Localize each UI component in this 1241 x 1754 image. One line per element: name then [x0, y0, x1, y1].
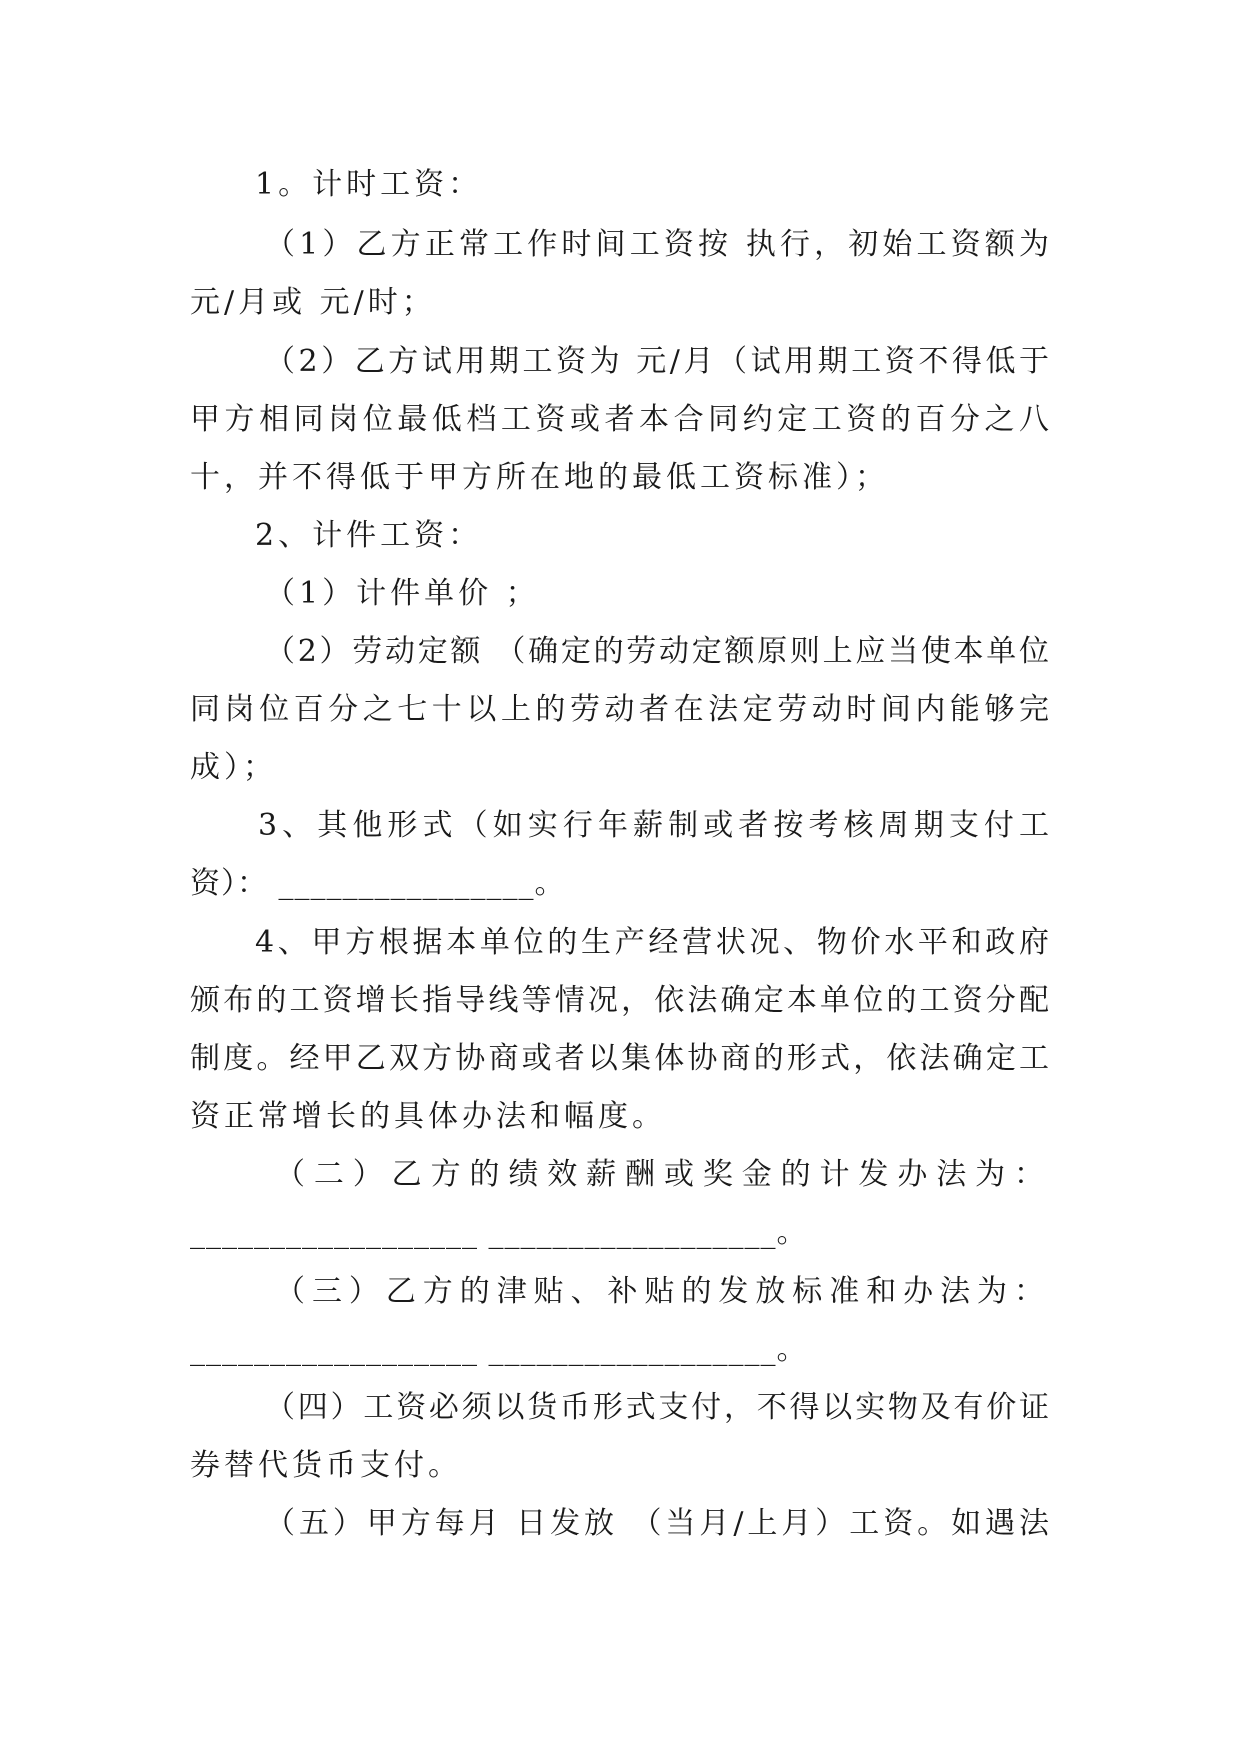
text-line: （二）乙方的绩效薪酬或奖金的计发办法为：	[275, 1157, 1045, 1192]
text-line: （1）乙方正常工作时间工资按 执行，初始工资额为	[265, 227, 1050, 262]
text-line: 1。计时工资：	[255, 167, 483, 202]
text-line: 制度。经甲乙双方协商或者以集体协商的形式，依法确定工	[190, 1041, 1050, 1076]
text-line: 4、甲方根据本单位的生产经营状况、物价水平和政府	[255, 925, 1050, 960]
text-line: 同岗位百分之七十以上的劳动者在法定劳动时间内能够完	[190, 692, 1050, 727]
text-line: （2）乙方试用期工资为 元/月（试用期工资不得低于	[265, 344, 1050, 379]
text-line: __________________ __________________。	[190, 1332, 808, 1367]
text-line: 资正常增长的具体办法和幅度。	[190, 1099, 666, 1134]
text-line: （2）劳动定额 （确定的劳动定额原则上应当使本单位	[265, 634, 1050, 669]
text-line: 十，并不得低于甲方所在地的最低工资标准）；	[190, 460, 889, 495]
text-line: 成）；	[190, 750, 277, 785]
text-line: （1）计件单价 ；	[265, 576, 540, 611]
text-line: （五）甲方每月 日发放 （当月/上月）工资。如遇法	[265, 1506, 1050, 1541]
text-line: 券替代货币支付。	[190, 1448, 462, 1483]
text-line: 颁布的工资增长指导线等情况，依法确定本单位的工资分配	[190, 983, 1050, 1018]
text-line: 3、其他形式（如实行年薪制或者按考核周期支付工	[258, 808, 1050, 843]
text-line: 2、计件工资：	[255, 518, 483, 553]
text-line: 元/月或 元/时；	[190, 285, 436, 320]
text-line: 资）： ________________。	[190, 866, 566, 901]
text-line: 甲方相同岗位最低档工资或者本合同约定工资的百分之八	[190, 402, 1050, 437]
text-line: （四）工资必须以货币形式支付，不得以实物及有价证	[265, 1390, 1050, 1425]
text-line: （三）乙方的津贴、补贴的发放标准和办法为：	[275, 1274, 1045, 1309]
text-line: __________________ __________________。	[190, 1215, 808, 1250]
